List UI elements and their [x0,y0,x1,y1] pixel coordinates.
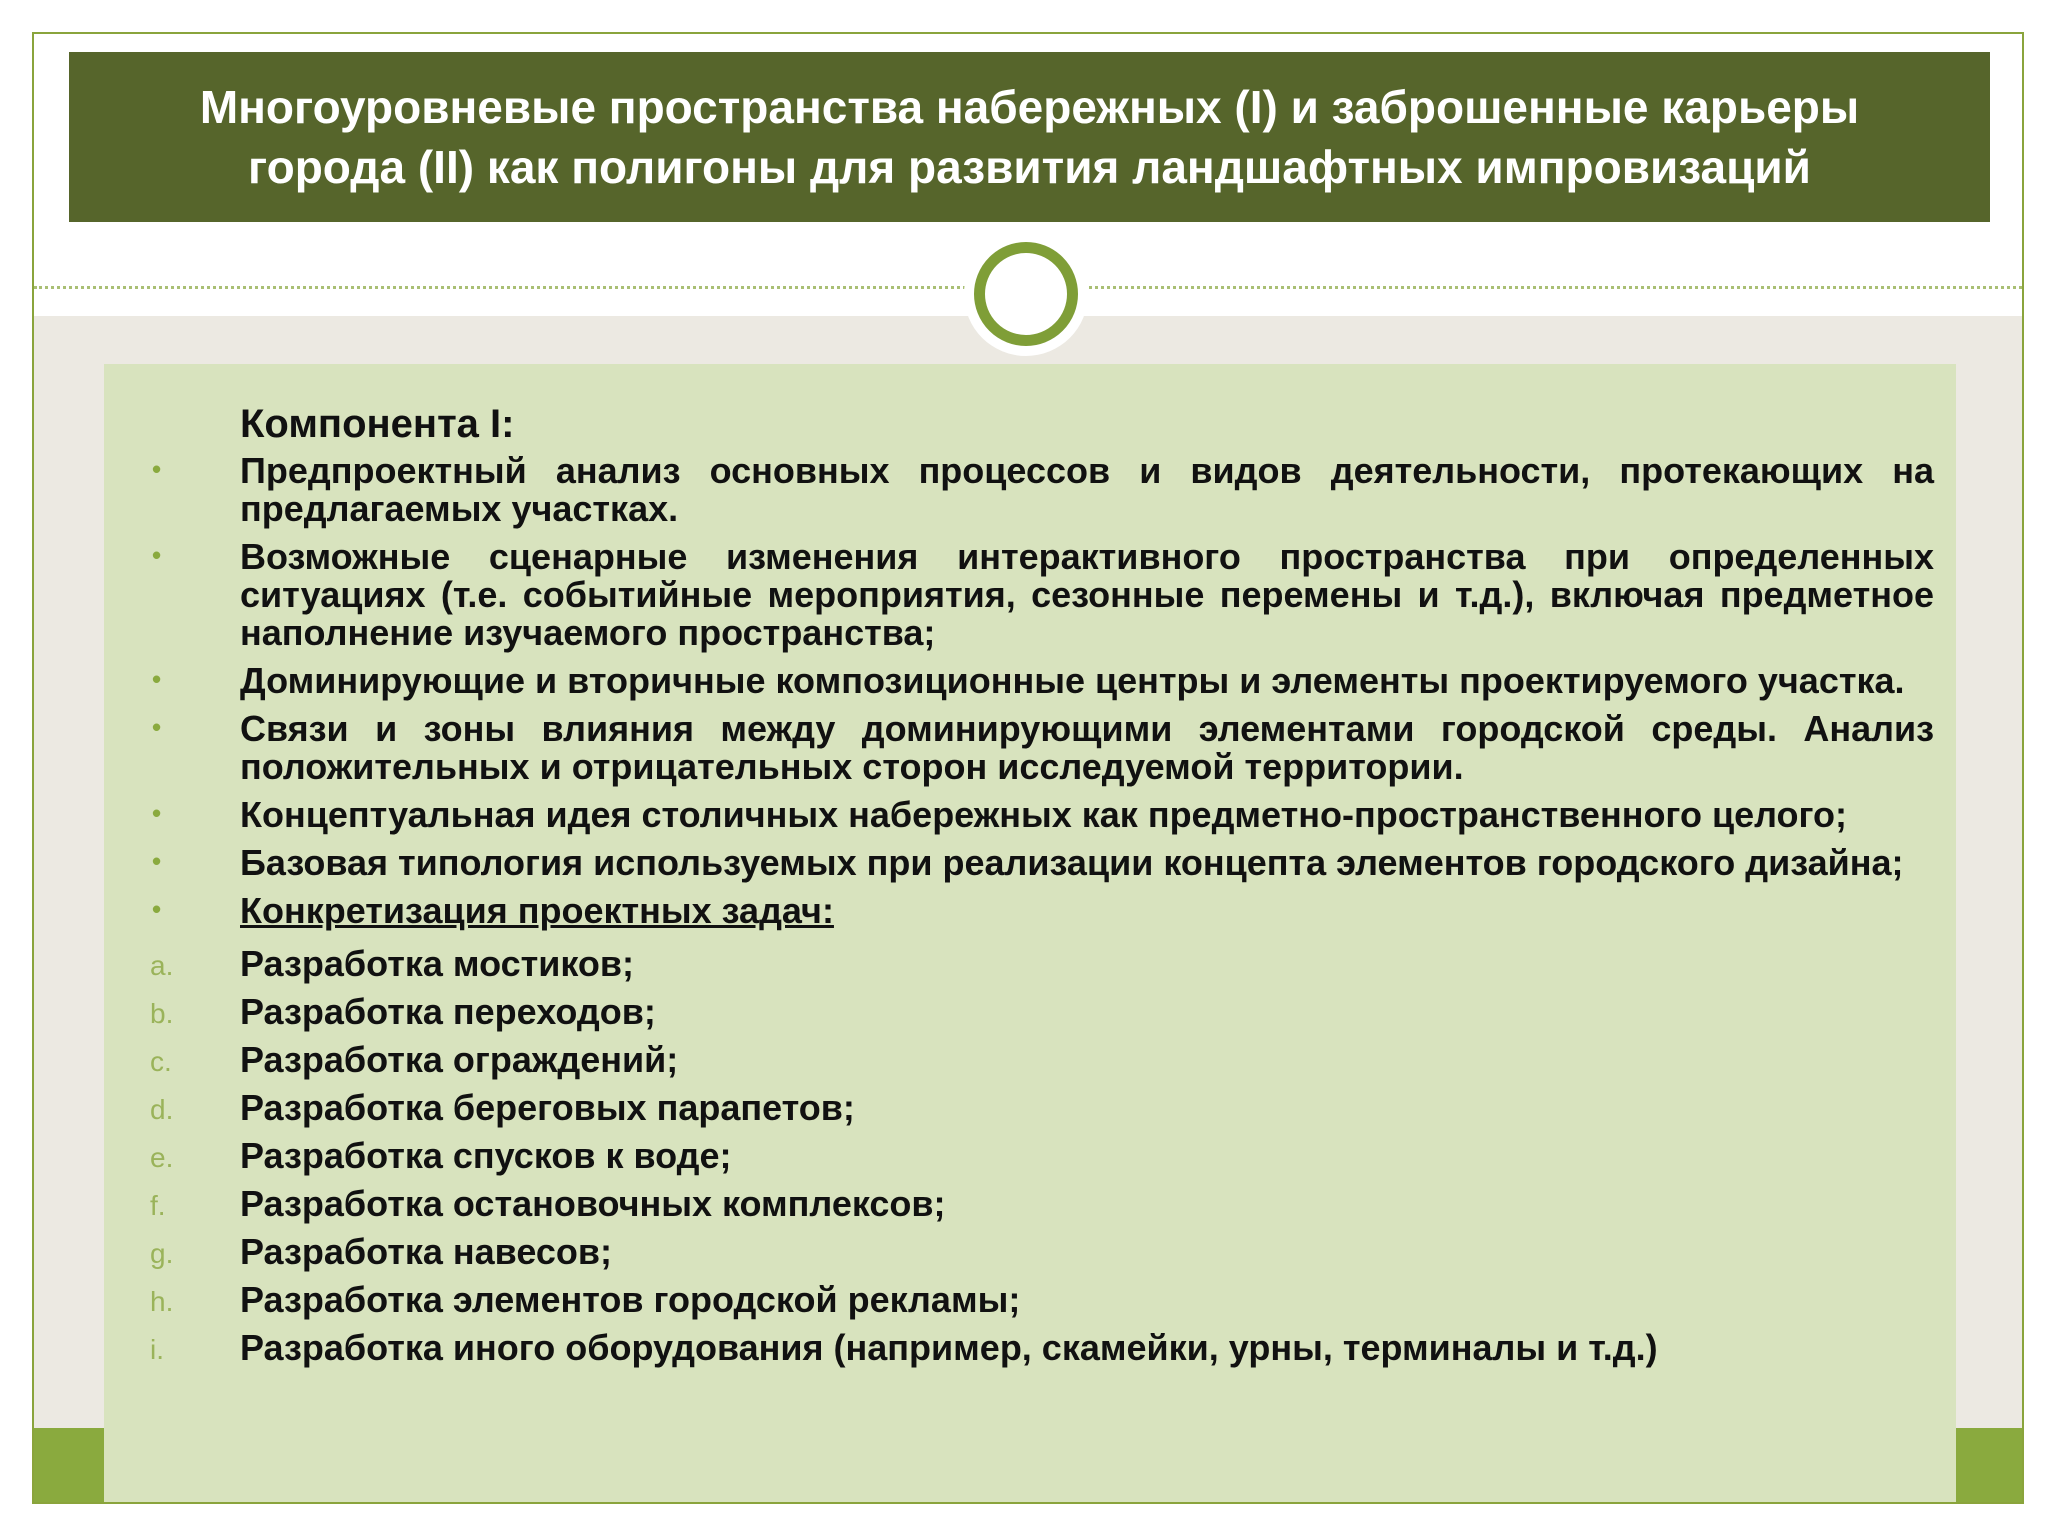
bullet-icon: • [152,846,162,876]
bullet-list [104,452,1934,930]
bullet-text: Связи и зоны влияния между доминирующими элементами городской среды. Анализ положительных и отрицательных сторон исследуемой территории. [240,708,1934,787]
task-list [104,940,1934,1372]
bullet-icon: • [152,712,162,742]
task-item [104,1276,1934,1324]
bullet-icon: • [152,540,162,570]
task-text: Разработка навесов; [240,1231,613,1272]
bullet-icon: • [152,454,162,484]
task-letter: e. [150,1142,174,1173]
task-item [104,988,1934,1036]
task-letter: c. [150,1046,172,1077]
task-item [104,1084,1934,1132]
task-letter: b. [150,998,174,1029]
task-item [104,1180,1934,1228]
slide-frame [32,32,2024,1504]
task-text: Разработка остановочных комплексов; [240,1183,946,1224]
task-text: Разработка мостиков; [240,943,635,984]
bullet-icon: • [152,894,162,924]
slide-title: Многоуровневые пространства набережных (I) и заброшенные карьеры города (II) как полигоны для развития ландшафтных импровизаций [199,81,1860,193]
task-letter: g. [150,1238,174,1269]
task-text: Разработка спусков к воде; [240,1135,732,1176]
task-item [104,1228,1934,1276]
task-text: Разработка переходов; [240,991,656,1032]
task-text: Разработка ограждений; [240,1039,679,1080]
task-item [104,1036,1934,1084]
list-item [104,662,1934,700]
bullet-text: Возможные сценарные изменения интерактивного пространства при определенных ситуациях (т.е. событийные мероприятия, сезонные перемены и т.д.), включая предметное наполнение изучаемого пространства; [240,536,1934,653]
task-letter: d. [150,1094,174,1125]
bullet-text: Базовая типология используемых при реализации концепта элементов городского дизайна; [240,842,1904,883]
bullet-icon: • [152,664,162,694]
section-heading: Компонента I: [240,402,515,446]
task-text: Разработка элементов городской рекламы; [240,1279,1021,1320]
title-bar [69,52,1990,222]
list-item [104,538,1934,652]
decorative-ring-holder [964,232,1088,356]
bullet-icon: • [152,798,162,828]
task-item [104,1324,1934,1372]
task-text: Разработка иного оборудования (например, скамейки, урны, терминалы и т.д.) [240,1327,1658,1368]
bullet-text: Предпроектный анализ основных процессов и видов деятельности, протекающих на предлагаемых участках. [240,450,1934,529]
ring-icon [974,242,1078,346]
content-box [104,364,1956,1504]
tasks-heading: Конкретизация проектных задач: [240,890,834,931]
task-letter: h. [150,1286,174,1317]
bullet-text: Концептуальная идея столичных набережных как предметно-пространственного целого; [240,794,1847,835]
bullet-text: Доминирующие и вторичные композиционные центры и элементы проектируемого участка. [240,660,1905,701]
task-letter: i. [150,1334,164,1365]
task-letter: a. [150,950,174,981]
task-item [104,1132,1934,1180]
list-item [104,796,1934,834]
list-item [104,452,1934,528]
task-letter: f. [150,1190,166,1221]
list-item [104,710,1934,786]
task-item [104,940,1934,988]
list-item [104,844,1934,882]
task-text: Разработка береговых парапетов; [240,1087,855,1128]
list-item [104,892,1934,930]
